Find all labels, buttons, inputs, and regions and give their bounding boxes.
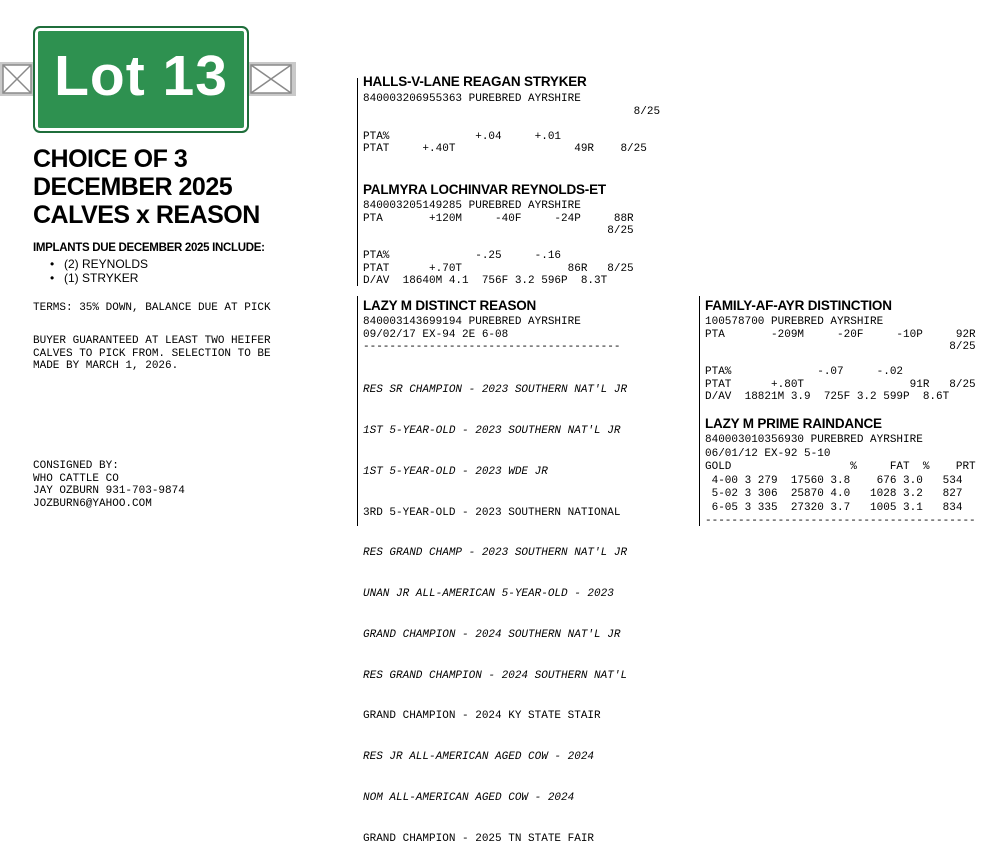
sire-info <box>363 93 660 156</box>
sire-name: FAMILY-AF-AYR DISTINCTION <box>705 298 892 313</box>
award-line: 1ST 5-YEAR-OLD - 2023 SOUTHERN NAT'L JR <box>363 424 621 437</box>
award-line: 3RD 5-YEAR-OLD - 2023 SOUTHERN NATIONAL <box>363 506 621 519</box>
award-line: RES JR ALL-AMERICAN AGED COW - 2024 <box>363 751 595 764</box>
info-line: 4-00 3 279 17560 3.8 676 3.0 534 <box>705 474 963 487</box>
award-line: GRAND CHAMPION - 2024 KY STATE STAIR <box>363 710 601 723</box>
list-item: • (2) REYNOLDS <box>50 257 148 271</box>
info-line: D/AV 18821M 3.9 725F 3.2 599P 8.6T <box>705 391 950 403</box>
dam-info <box>705 434 976 529</box>
info-line: PTAT +.40T 49R 8/25 <box>363 143 647 155</box>
info-line: PTA -209M -20F -10P 92R <box>705 328 976 341</box>
terms-text: TERMS: 35% DOWN, BALANCE DUE AT PICK <box>33 302 271 314</box>
info-line: 8/25 <box>363 105 661 118</box>
award-line: RES GRAND CHAMP - 2023 SOUTHERN NAT'L JR <box>363 547 628 560</box>
info-line: 840003143699194 PUREBRED AYRSHIRE <box>363 316 581 328</box>
info-line: 840003206955363 PUREBRED AYRSHIRE <box>363 93 581 105</box>
award-line: RES GRAND CHAMPION - 2024 SOUTHERN NAT'L <box>363 669 628 682</box>
consignor-line: CONSIGNED BY: <box>33 460 119 472</box>
info-line: 100578700 PUREBRED AYRSHIRE <box>705 316 884 328</box>
implants-list <box>50 257 148 285</box>
info-line: 6-05 3 335 27320 3.7 1005 3.1 834 <box>705 501 963 514</box>
info-line <box>363 238 634 251</box>
guarantee-text <box>33 335 271 373</box>
consignor-block <box>33 460 185 510</box>
sire-info <box>705 316 976 404</box>
info-line: 8/25 <box>363 225 634 237</box>
dam-name: LAZY M PRIME RAINDANCE <box>705 416 882 431</box>
award-line: GRAND CHAMPION - 2025 TN STATE FAIR <box>363 832 595 845</box>
heading-line: DECEMBER 2025 <box>33 173 233 201</box>
consignor-line: JAY OZBURN 931-703-9874 <box>33 485 185 497</box>
heading-line: CHOICE OF 3 <box>33 145 188 173</box>
info-line: PTA +120M -40F -24P 88R <box>363 212 634 225</box>
info-line: PTAT +.70T 86R 8/25 <box>363 262 634 275</box>
lot-heading <box>33 145 260 229</box>
consignor-line: JOZBURN6@YAHOO.COM <box>33 497 152 510</box>
guarantee-line: MADE BY MARCH 1, 2026. <box>33 360 179 372</box>
award-line: GRAND CHAMPION - 2024 SOUTHERN NAT'L JR <box>363 628 621 641</box>
info-line: 5-02 3 306 25870 4.0 1028 3.2 827 <box>705 488 963 500</box>
guarantee-line: CALVES TO PICK FROM. SELECTION TO BE <box>33 347 271 360</box>
sign-right-bracket <box>248 62 296 96</box>
info-line: 06/01/12 EX-92 5-10 <box>705 447 831 460</box>
info-line: PTA% -.07 -.02 <box>705 366 904 378</box>
list-item: • (1) STRYKER <box>50 271 148 285</box>
award-line: UNAN JR ALL-AMERICAN 5-YEAR-OLD - 2023 <box>363 588 614 601</box>
sire-name: HALLS-V-LANE REAGAN STRYKER <box>363 74 587 89</box>
dam-info <box>363 316 620 354</box>
column-divider <box>699 296 700 526</box>
info-line <box>705 354 976 367</box>
info-line: PTA% +.04 +.01 <box>363 130 562 143</box>
award-line: NOM ALL-AMERICAN AGED COW - 2024 <box>363 792 575 804</box>
info-line: 09/02/17 EX-94 2E 6-08 <box>363 328 509 341</box>
divider-line: ----------------------------------------- <box>705 515 976 527</box>
column-divider <box>357 78 358 286</box>
guarantee-line: BUYER GUARANTEED AT LEAST TWO HEIFER <box>33 335 271 347</box>
info-line: 840003205149285 PUREBRED AYRSHIRE <box>363 200 581 212</box>
column-divider <box>357 296 358 526</box>
award-line: 1ST 5-YEAR-OLD - 2023 WDE JR <box>363 465 548 478</box>
dam-name: LAZY M DISTINCT REASON <box>363 298 537 313</box>
lot-title: Lot 13 <box>54 44 228 108</box>
info-line: GOLD % FAT % PRT <box>705 461 976 473</box>
awards-list <box>363 357 627 860</box>
sire-info <box>363 200 634 288</box>
award-line: RES SR CHAMPION - 2023 SOUTHERN NAT'L JR <box>363 384 628 397</box>
info-line: 8/25 <box>705 341 976 353</box>
implants-heading: IMPLANTS DUE DECEMBER 2025 INCLUDE: <box>33 242 265 254</box>
info-line: PTAT +.80T 91R 8/25 <box>705 378 976 391</box>
info-line: D/AV 18640M 4.1 756F 3.2 596P 8.3T <box>363 275 608 287</box>
consignor-line: WHO CATTLE CO <box>33 472 119 485</box>
info-line <box>363 118 660 131</box>
info-line: 840003010356930 PUREBRED AYRSHIRE <box>705 434 923 446</box>
divider-line: --------------------------------------- <box>363 341 621 353</box>
heading-line: CALVES x REASON <box>33 201 260 229</box>
lot-sign <box>33 26 249 133</box>
info-line: PTA% -.25 -.16 <box>363 250 562 262</box>
sire-name: PALMYRA LOCHINVAR REYNOLDS-ET <box>363 182 606 197</box>
